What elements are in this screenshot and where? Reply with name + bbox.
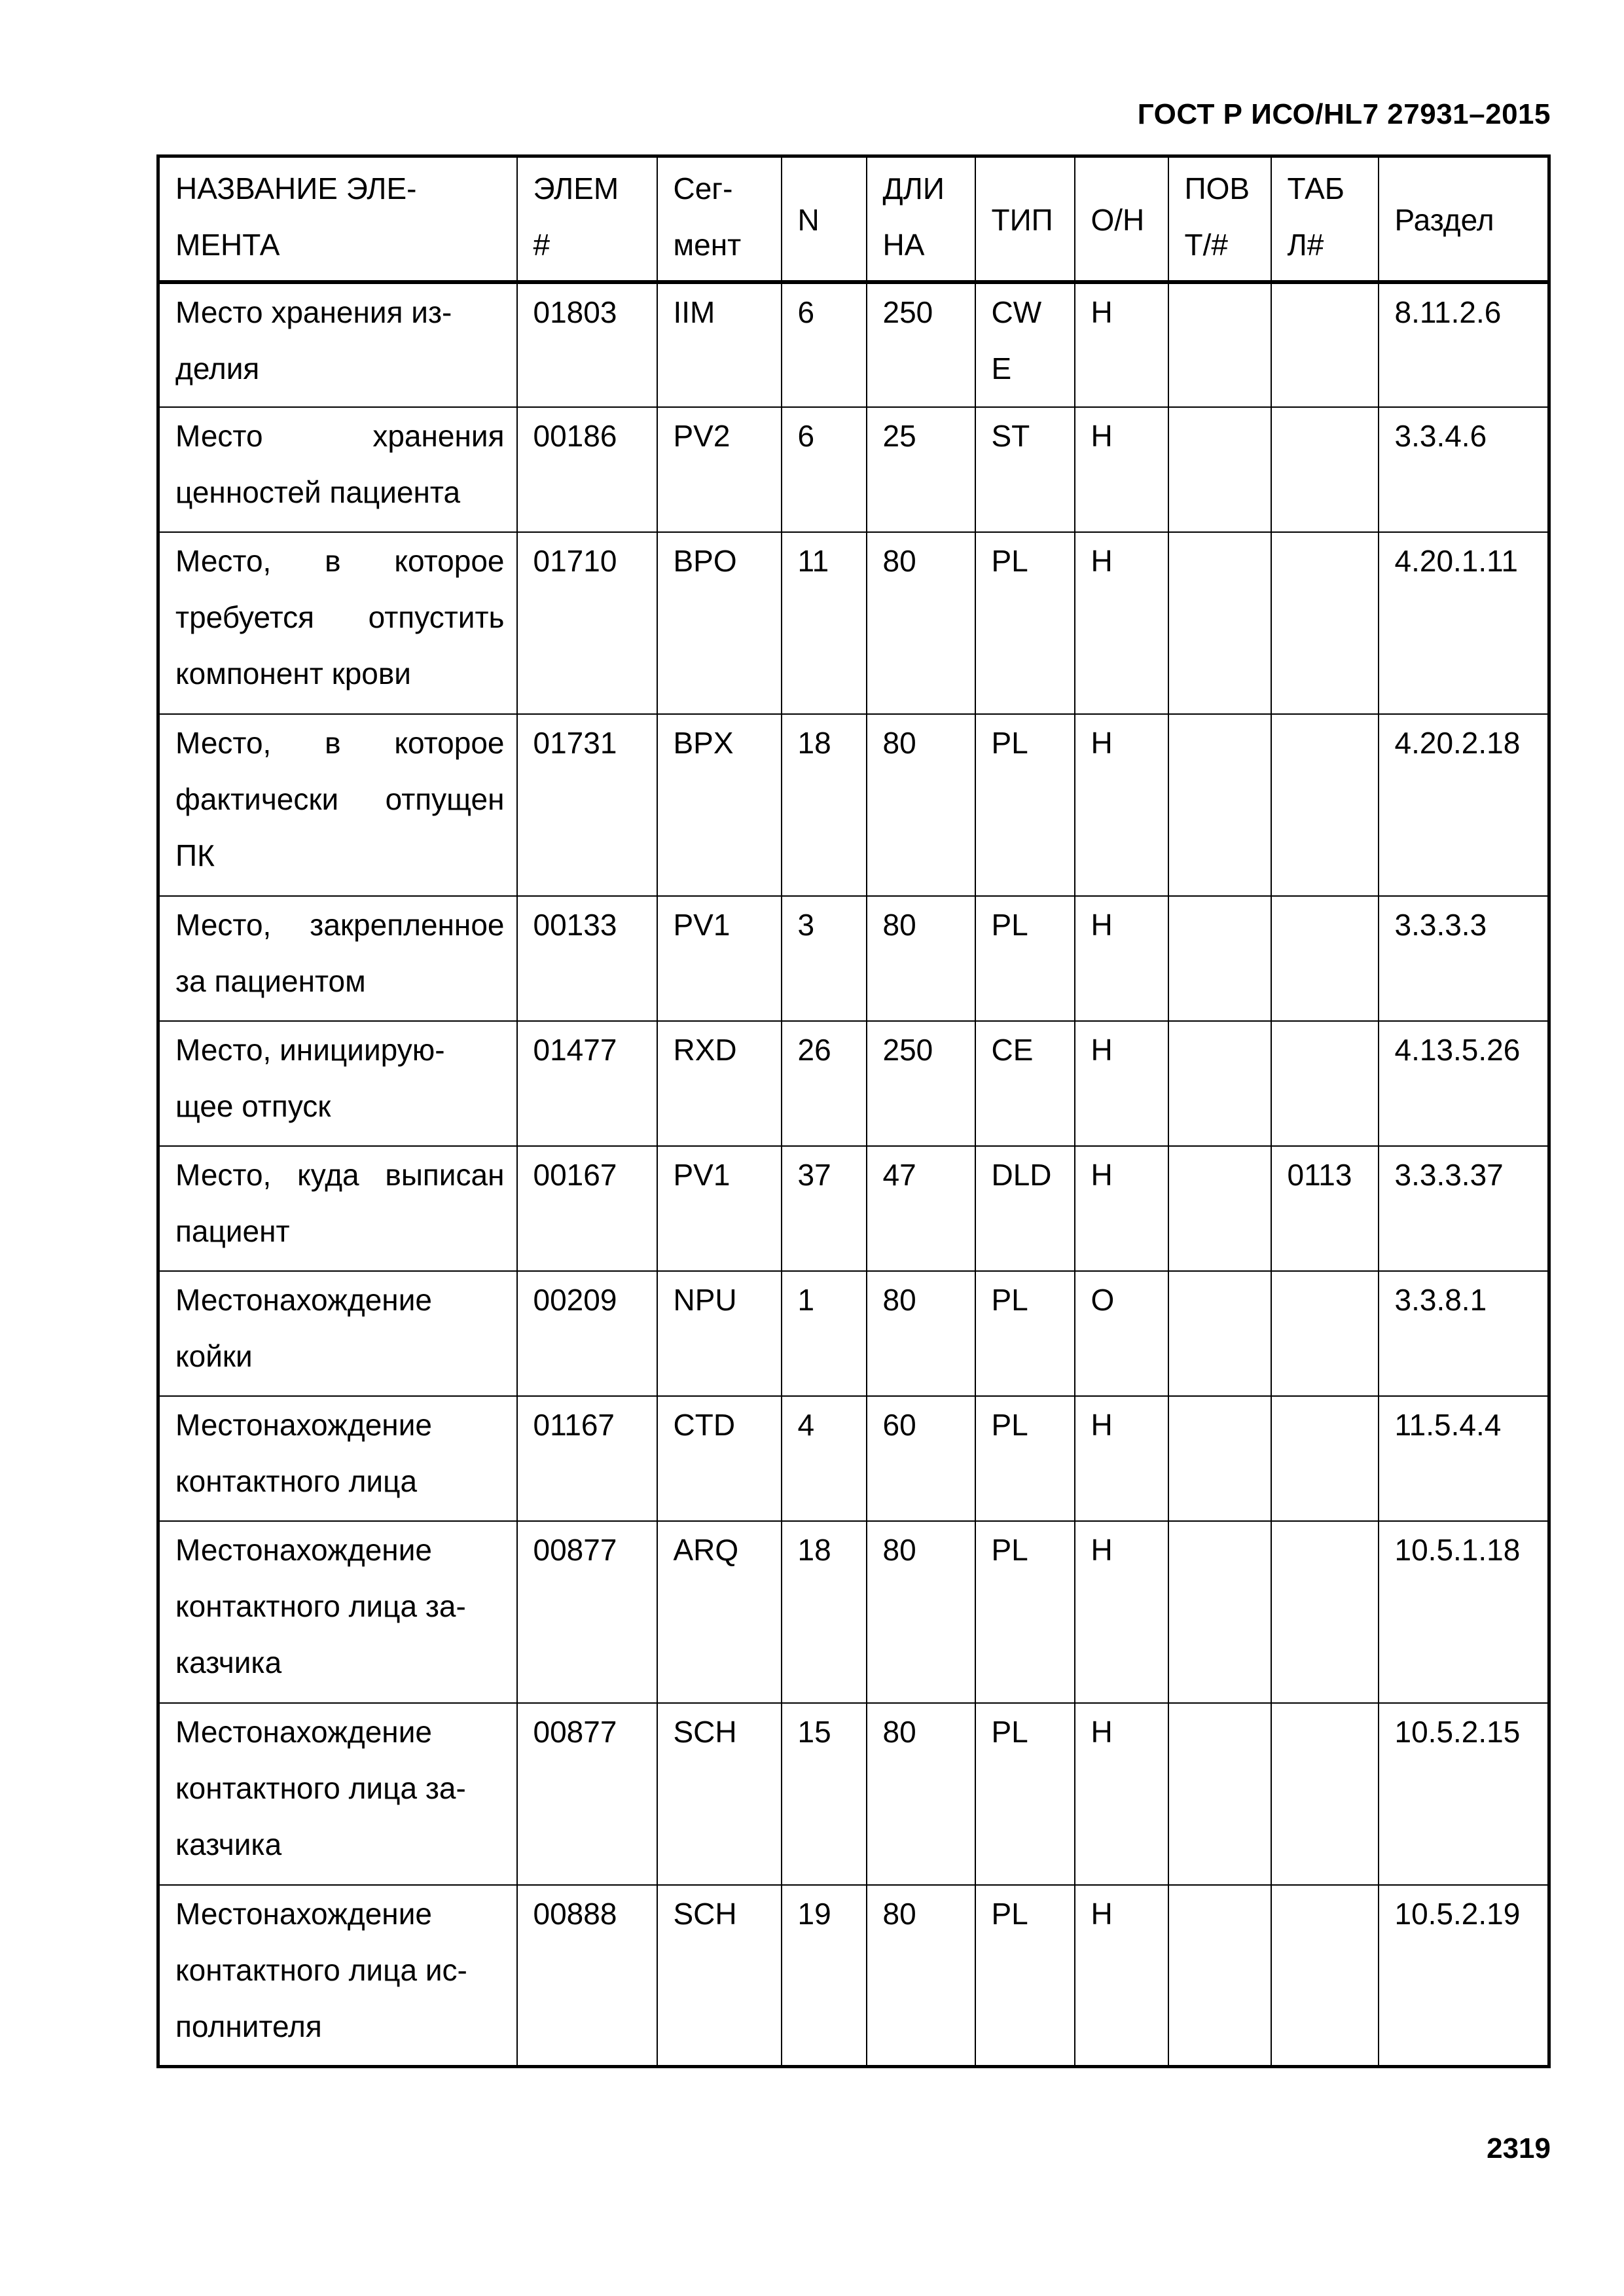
cell-length: 80 xyxy=(867,896,975,1021)
cell-optionality: Н xyxy=(1075,532,1168,714)
cell-element-number: 01477 xyxy=(517,1021,657,1146)
cell-repeat xyxy=(1168,1885,1271,2067)
cell-n: 6 xyxy=(782,407,867,532)
cell-table-number xyxy=(1271,1885,1379,2067)
cell-length: 80 xyxy=(867,1885,975,2067)
page-number: 2319 xyxy=(1487,2132,1551,2164)
cell-type: PL xyxy=(975,1521,1075,1703)
cell-repeat xyxy=(1168,896,1271,1021)
column-header-segment: Сег- мент xyxy=(657,156,782,282)
column-header-table-number: ТАБ Л# xyxy=(1271,156,1379,282)
cell-element-name: Место, инициирую- щее отпуск xyxy=(158,1021,517,1146)
cell-section: 11.5.4.4 xyxy=(1379,1396,1549,1521)
cell-section: 3.3.4.6 xyxy=(1379,407,1549,532)
cell-table-number xyxy=(1271,1396,1379,1521)
cell-section: 10.5.2.19 xyxy=(1379,1885,1549,2067)
cell-element-number: 00133 xyxy=(517,896,657,1021)
cell-element-name: Местонахождение койки xyxy=(158,1271,517,1396)
cell-element-name: Место, закрепленное за пациентом xyxy=(158,896,517,1021)
cell-segment: PV2 xyxy=(657,407,782,532)
cell-repeat xyxy=(1168,1271,1271,1396)
cell-optionality: Н xyxy=(1075,1396,1168,1521)
cell-type: DLD xyxy=(975,1146,1075,1271)
table-row xyxy=(158,282,1549,407)
cell-table-number xyxy=(1271,407,1379,532)
cell-element-name: Местонахождение контактного лица ис- полнителя xyxy=(158,1885,517,2067)
cell-length: 250 xyxy=(867,1021,975,1146)
cell-length: 80 xyxy=(867,1703,975,1885)
cell-element-name: Местонахождение контактного лица за- казчика xyxy=(158,1521,517,1703)
cell-optionality: О xyxy=(1075,1271,1168,1396)
cell-segment: PV1 xyxy=(657,896,782,1021)
cell-repeat xyxy=(1168,1396,1271,1521)
cell-repeat xyxy=(1168,282,1271,407)
cell-element-number: 00186 xyxy=(517,407,657,532)
table-row xyxy=(158,1396,1549,1521)
column-header-n: N xyxy=(782,156,867,282)
cell-segment: RXD xyxy=(657,1021,782,1146)
cell-table-number: 0113 xyxy=(1271,1146,1379,1271)
cell-optionality: Н xyxy=(1075,1885,1168,2067)
cell-n: 19 xyxy=(782,1885,867,2067)
cell-n: 3 xyxy=(782,896,867,1021)
cell-table-number xyxy=(1271,1703,1379,1885)
column-header-section: Раздел xyxy=(1379,156,1549,282)
table-row xyxy=(158,1021,1549,1146)
cell-segment: BPX xyxy=(657,714,782,896)
column-header-length: ДЛИ НА xyxy=(867,156,975,282)
cell-table-number xyxy=(1271,714,1379,896)
cell-type: PL xyxy=(975,714,1075,896)
table-row xyxy=(158,532,1549,714)
cell-optionality: Н xyxy=(1075,1146,1168,1271)
cell-n: 6 xyxy=(782,282,867,407)
cell-n: 26 xyxy=(782,1021,867,1146)
cell-segment: ARQ xyxy=(657,1521,782,1703)
cell-section: 8.11.2.6 xyxy=(1379,282,1549,407)
cell-repeat xyxy=(1168,532,1271,714)
cell-table-number xyxy=(1271,1021,1379,1146)
elements-table xyxy=(156,154,1551,2068)
cell-table-number xyxy=(1271,532,1379,714)
cell-repeat xyxy=(1168,1521,1271,1703)
document-code: ГОСТ Р ИСО/HL7 27931–2015 xyxy=(1137,98,1551,130)
cell-section: 4.20.1.11 xyxy=(1379,532,1549,714)
table-header xyxy=(158,156,1549,282)
table-row xyxy=(158,1703,1549,1885)
cell-element-number: 01710 xyxy=(517,532,657,714)
cell-n: 18 xyxy=(782,1521,867,1703)
cell-element-number: 00888 xyxy=(517,1885,657,2067)
cell-section: 4.20.2.18 xyxy=(1379,714,1549,896)
cell-optionality: Н xyxy=(1075,714,1168,896)
cell-type: CW E xyxy=(975,282,1075,407)
cell-type: PL xyxy=(975,1885,1075,2067)
cell-segment: IIM xyxy=(657,282,782,407)
header-row xyxy=(158,156,1549,282)
cell-table-number xyxy=(1271,1521,1379,1703)
cell-length: 47 xyxy=(867,1146,975,1271)
cell-type: PL xyxy=(975,1396,1075,1521)
cell-length: 60 xyxy=(867,1396,975,1521)
table-row xyxy=(158,1885,1549,2067)
table-row xyxy=(158,407,1549,532)
cell-element-number: 00209 xyxy=(517,1271,657,1396)
table-body xyxy=(158,282,1549,2067)
table-row xyxy=(158,1521,1549,1703)
cell-section: 3.3.3.37 xyxy=(1379,1146,1549,1271)
cell-element-number: 00167 xyxy=(517,1146,657,1271)
cell-repeat xyxy=(1168,714,1271,896)
cell-segment: SCH xyxy=(657,1885,782,2067)
cell-length: 80 xyxy=(867,1521,975,1703)
cell-section: 4.13.5.26 xyxy=(1379,1021,1549,1146)
table-row xyxy=(158,896,1549,1021)
cell-repeat xyxy=(1168,1021,1271,1146)
cell-optionality: Н xyxy=(1075,1021,1168,1146)
cell-optionality: Н xyxy=(1075,282,1168,407)
cell-segment: CTD xyxy=(657,1396,782,1521)
cell-element-name: Место, куда выписан пациент xyxy=(158,1146,517,1271)
cell-type: PL xyxy=(975,1271,1075,1396)
cell-type: PL xyxy=(975,532,1075,714)
column-header-repeat: ПОВ Т/# xyxy=(1168,156,1271,282)
cell-optionality: Н xyxy=(1075,407,1168,532)
column-header-optionality: О/Н xyxy=(1075,156,1168,282)
cell-element-name: Местонахождение контактного лица xyxy=(158,1396,517,1521)
cell-segment: BPO xyxy=(657,532,782,714)
cell-element-number: 00877 xyxy=(517,1521,657,1703)
cell-repeat xyxy=(1168,407,1271,532)
cell-optionality: Н xyxy=(1075,1521,1168,1703)
cell-length: 80 xyxy=(867,532,975,714)
cell-type: PL xyxy=(975,896,1075,1021)
cell-type: PL xyxy=(975,1703,1075,1885)
column-header-type: ТИП xyxy=(975,156,1075,282)
cell-n: 15 xyxy=(782,1703,867,1885)
table-row xyxy=(158,1146,1549,1271)
cell-n: 11 xyxy=(782,532,867,714)
cell-segment: NPU xyxy=(657,1271,782,1396)
table-row xyxy=(158,1271,1549,1396)
cell-element-name: Место, в которое требуется отпустить компонент крови xyxy=(158,532,517,714)
cell-segment: SCH xyxy=(657,1703,782,1885)
cell-element-number: 01167 xyxy=(517,1396,657,1521)
column-header-name: НАЗВАНИЕ ЭЛЕ- МЕНТА xyxy=(158,156,517,282)
cell-table-number xyxy=(1271,1271,1379,1396)
cell-element-name: Местонахождение контактного лица за- казчика xyxy=(158,1703,517,1885)
cell-length: 80 xyxy=(867,1271,975,1396)
table-row xyxy=(158,714,1549,896)
cell-section: 10.5.2.15 xyxy=(1379,1703,1549,1885)
cell-table-number xyxy=(1271,896,1379,1021)
column-header-element-number: ЭЛЕМ # xyxy=(517,156,657,282)
cell-length: 250 xyxy=(867,282,975,407)
cell-table-number xyxy=(1271,282,1379,407)
cell-section: 10.5.1.18 xyxy=(1379,1521,1549,1703)
cell-section: 3.3.3.3 xyxy=(1379,896,1549,1021)
cell-length: 25 xyxy=(867,407,975,532)
cell-type: CE xyxy=(975,1021,1075,1146)
cell-n: 1 xyxy=(782,1271,867,1396)
cell-element-name: Место хранения ценностей пациента xyxy=(158,407,517,532)
cell-optionality: Н xyxy=(1075,1703,1168,1885)
cell-n: 18 xyxy=(782,714,867,896)
cell-repeat xyxy=(1168,1703,1271,1885)
cell-section: 3.3.8.1 xyxy=(1379,1271,1549,1396)
cell-segment: PV1 xyxy=(657,1146,782,1271)
cell-element-number: 00877 xyxy=(517,1703,657,1885)
cell-n: 4 xyxy=(782,1396,867,1521)
cell-element-name: Место хранения из- делия xyxy=(158,282,517,407)
cell-n: 37 xyxy=(782,1146,867,1271)
cell-element-number: 01803 xyxy=(517,282,657,407)
cell-type: ST xyxy=(975,407,1075,532)
cell-length: 80 xyxy=(867,714,975,896)
cell-element-name: Место, в которое фактически отпущен ПК xyxy=(158,714,517,896)
cell-element-number: 01731 xyxy=(517,714,657,896)
cell-repeat xyxy=(1168,1146,1271,1271)
cell-optionality: Н xyxy=(1075,896,1168,1021)
